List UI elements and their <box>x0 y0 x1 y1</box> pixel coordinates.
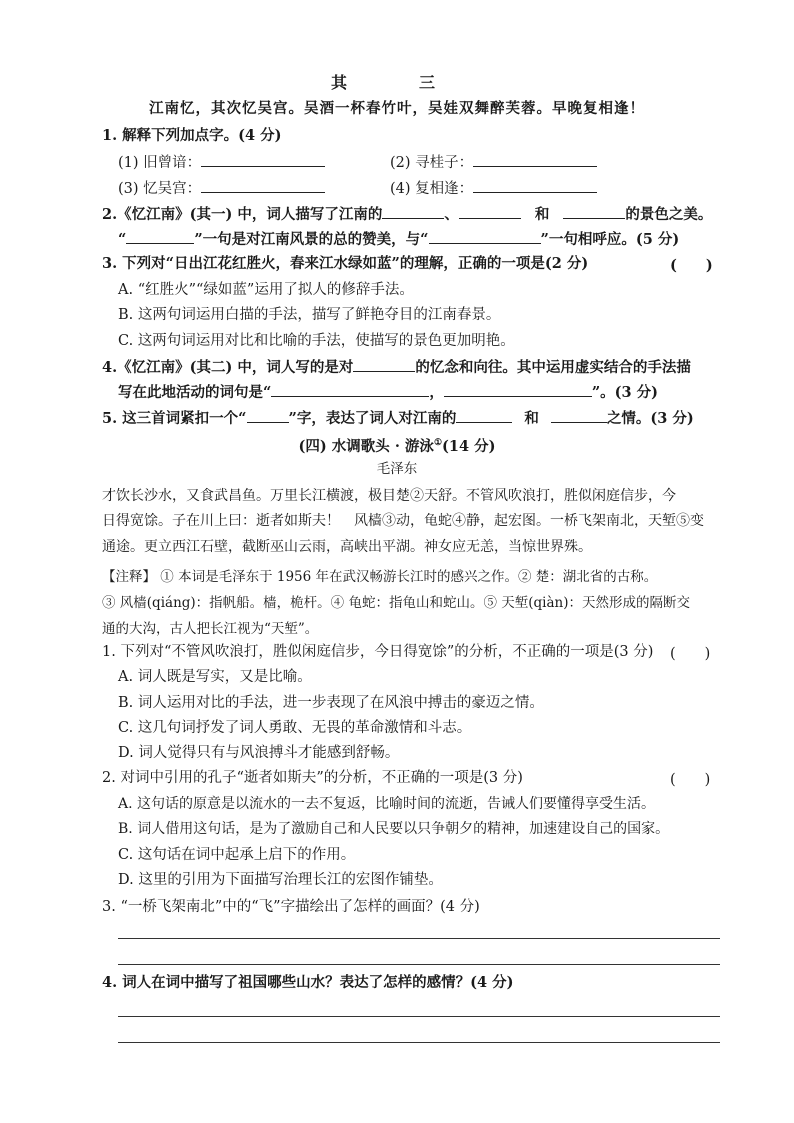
p2-q1-option-c: C. 这几句词抒发了词人勇敢、无畏的革命激情和斗志。 <box>118 720 472 736</box>
q2-line2 <box>118 229 679 250</box>
q1-item-2 <box>390 152 597 173</box>
q3-option-c: C. 这两句词运用对比和比喻的手法，使描写的景色更加明艳。 <box>118 333 515 349</box>
q2-blank-1[interactable] <box>382 204 444 219</box>
poem4-heading-text: (四) 水调歌头 · 游泳 <box>298 437 434 455</box>
p2-q1-option-d: D. 词人觉得只有与风浪搏斗才能感到舒畅。 <box>118 745 400 761</box>
q4-blank-2[interactable] <box>271 382 429 397</box>
p2-q1-option-a: A. 词人既是写实，又是比喻。 <box>118 669 312 685</box>
q2-text-d: ”一句相呼应。(5 分) <box>540 231 680 248</box>
q3-answer-paren[interactable]: ( ) <box>670 257 713 274</box>
p2-q2-option-d: D. 这里的引用为下面描写治理长江的宏图作铺垫。 <box>118 872 443 888</box>
q1-item-1-blank[interactable] <box>201 152 325 167</box>
poem4-heading-score: (14 分) <box>442 437 496 455</box>
q1-stem: 1. 解释下列加点字。(4 分) <box>102 127 282 144</box>
q4-line2 <box>118 382 658 403</box>
q1-item-4-blank[interactable] <box>473 178 597 193</box>
p2-q4-answer-line-2[interactable] <box>118 1042 720 1043</box>
p2-q3-answer-line-2[interactable] <box>118 964 720 965</box>
q2-sep-1: 、 <box>444 206 459 223</box>
q4-text-a: 4.《忆江南》(其二) 中，词人写的是对 <box>102 359 354 376</box>
q2-blank-2[interactable] <box>459 204 521 219</box>
q3-stem: 3. 下列对“日出江花红胜火，春来江水绿如蓝”的理解，正确的一项是(2 分) <box>102 255 589 272</box>
q2-text-c: ”一句是对江南风景的总的赞美，与“ <box>194 231 429 248</box>
q5-blank-1[interactable] <box>247 408 289 423</box>
p2-q4-stem: 4. 词人在词中描写了祖国哪些山水？表达了怎样的感情？(4 分) <box>102 974 514 991</box>
poem3-text: 江南忆，其次忆吴宫。吴酒一杯春竹叶，吴娃双舞醉芙蓉。早晚复相逢！ <box>149 100 645 117</box>
q1-item-3-blank[interactable] <box>201 178 325 193</box>
q5-text-b: ”字，表达了词人对江南的 <box>288 410 457 427</box>
q4-text-b: 的忆念和向往。其中运用虚实结合的手法描 <box>415 359 691 376</box>
q2-blank-5[interactable] <box>429 229 541 244</box>
p2-q1-option-b: B. 词人运用对比的手法，进一步表现了在风浪中搏击的豪迈之情。 <box>118 695 544 711</box>
q2-blank-4[interactable] <box>126 229 194 244</box>
q5-text-d: 之情。(3 分) <box>606 410 694 427</box>
q1-item-4 <box>390 178 597 199</box>
q1-item-2-blank[interactable] <box>473 152 597 167</box>
poem4-author: 毛泽东 <box>376 461 418 477</box>
q5-blank-2[interactable] <box>456 408 512 423</box>
p2-q2-answer-paren[interactable]: ( ) <box>670 772 711 788</box>
q2-line1 <box>102 204 712 225</box>
notes-line-1: 【注释】 ① 本词是毛泽东于 1956 年在武汉畅游长江时的感兴之作。② 楚：湖北省的古称。 <box>102 569 658 585</box>
q2-blank-3[interactable] <box>563 204 625 219</box>
p2-q1-answer-paren[interactable]: ( ) <box>670 646 711 662</box>
q2-quote-open: “ <box>118 231 127 248</box>
q4-comma: ， <box>429 384 444 401</box>
q1-item-3-label: (3) 忆吴宫： <box>118 181 202 197</box>
q3-option-b: B. 这两句词运用白描的手法，描写了鲜艳夺目的江南春景。 <box>118 307 501 323</box>
q4-line1 <box>102 357 691 378</box>
q1-item-4-label: (4) 复相逢： <box>390 181 474 197</box>
poem4-heading <box>0 433 794 457</box>
q1-item-1 <box>118 152 325 173</box>
p2-q3-answer-line-1[interactable] <box>118 938 720 939</box>
p2-q2-option-b: B. 词人借用这句话，是为了激励自己和人民要以只争朝夕的精神，加速建设自己的国家。 <box>118 821 670 837</box>
q1-item-1-label: (1) 旧曾谙： <box>118 155 202 171</box>
p2-q2-stem: 2. 对词中引用的孔子“逝者如斯夫”的分析，不正确的一项是(3 分) <box>102 770 523 786</box>
poem4-line-3: 通途。更立西江石壁，截断巫山云雨，高峡出平湖。神女应无恙，当惊世界殊。 <box>102 539 592 555</box>
q2-sep-2: 和 <box>534 206 550 223</box>
p2-q2-option-c: C. 这句话在词中起承上启下的作用。 <box>118 847 356 863</box>
q4-text-d: ”。(3 分) <box>591 384 659 401</box>
poem4-line-1: 才饮长沙水，又食武昌鱼。万里长江横渡，极目楚②天舒。不管风吹浪打，胜似闲庭信步，今 <box>102 488 676 504</box>
p2-q1-stem: 1. 下列对“不管风吹浪打，胜似闲庭信步，今日得宽馀”的分析，不正确的一项是(3 分) <box>102 644 654 660</box>
q5-text-c: 和 <box>524 410 539 427</box>
q1-item-3 <box>118 178 325 199</box>
q4-blank-3[interactable] <box>444 382 592 397</box>
q5-blank-3[interactable] <box>551 408 607 423</box>
q3-option-a: A. “红胜火”“绿如蓝”运用了拟人的修辞手法。 <box>118 282 414 298</box>
q2-text-a: 2.《忆江南》(其一) 中，词人描写了江南的 <box>102 206 383 223</box>
q2-text-b: 的景色之美。 <box>625 206 713 223</box>
poem4-line-2: 日得宽馀。子在川上曰：逝者如斯夫！ 风樯③动，龟蛇④静，起宏图。一桥飞架南北，天堑⑤变 <box>102 513 704 529</box>
notes-line-2: ③ 风樯(qiáng)：指帆船。樯，桅杆。④ 龟蛇：指龟山和蛇山。⑤ 天堑(qiàn)：天然形成的隔断交 <box>102 595 690 611</box>
q4-blank-1[interactable] <box>353 357 415 372</box>
notes-line-3: 通的大沟，古人把长江视为“天堑”。 <box>102 621 319 637</box>
q4-text-c: 写在此地活动的词句是“ <box>118 384 272 401</box>
poem4-heading-note-mark: ① <box>433 438 443 448</box>
p2-q3-stem: 3. “一桥飞架南北”中的“飞”字描绘出了怎样的画面？(4 分) <box>102 899 480 915</box>
q1-item-2-label: (2) 寻桂子： <box>390 155 474 171</box>
poem3-title: 其 三 <box>330 73 463 92</box>
q5-text-a: 5. 这三首词紧扣一个“ <box>102 410 247 427</box>
p2-q4-answer-line-1[interactable] <box>118 1016 720 1017</box>
p2-q2-option-a: A. 这句话的原意是以流水的一去不复返，比喻时间的流逝，告诫人们要懂得享受生活。 <box>118 796 656 812</box>
q5-line <box>102 408 694 429</box>
